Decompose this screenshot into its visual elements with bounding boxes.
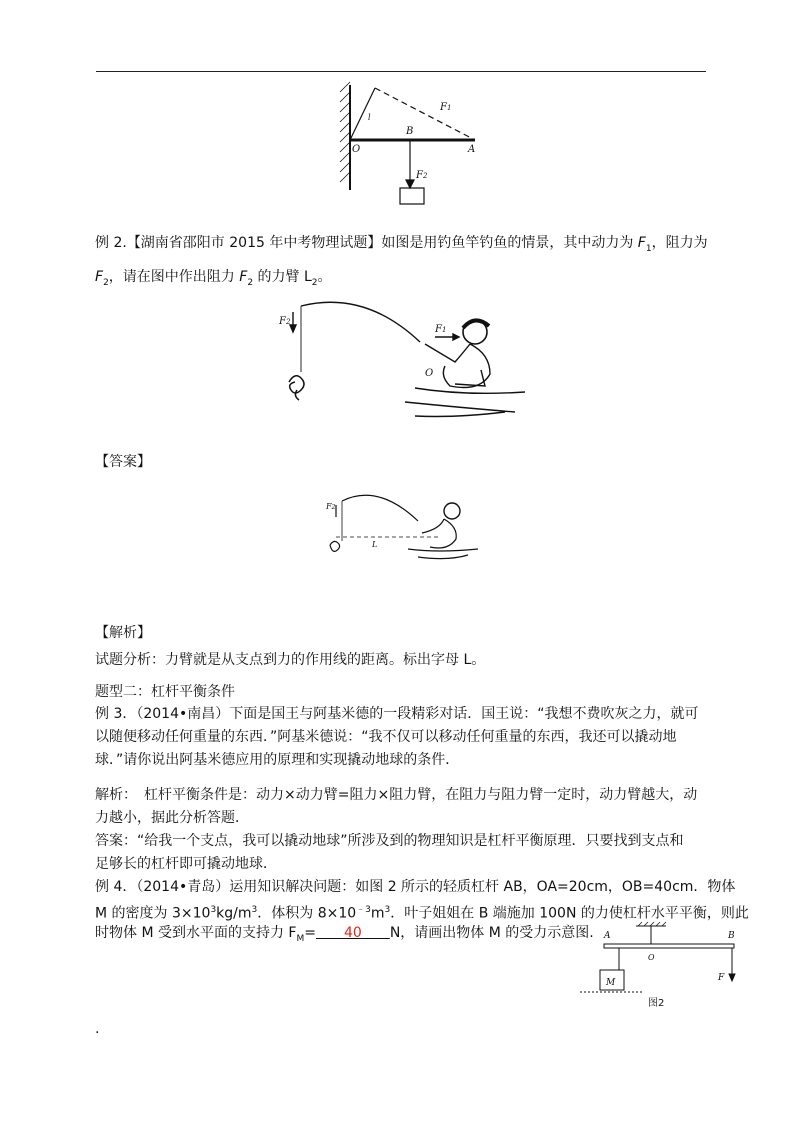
ex3-answer-line2: 足够长的杠杆即可撬动地球．	[95, 856, 277, 872]
fig2-label-O: O	[425, 368, 434, 379]
footer-dot: .	[95, 1021, 100, 1037]
ex4-line2: M 的密度为 $3\times 10^3kg/m^3$．体积为 $8\times 10^{﹣3}m^3$．叶子姐姐在 B 端施加 100N 的力使杠杆水平平衡，则此	[95, 905, 749, 922]
fig4-label-A: A	[604, 931, 611, 941]
fig4-label-B: B	[728, 931, 735, 941]
lever-diagram-2	[574, 920, 754, 1020]
label-F2: F2	[416, 170, 428, 181]
label-A: A	[468, 144, 476, 155]
ex2-line2: $F_2$，请在图中作出阻力 $F_2$ 的力臂 $L_2$。	[95, 269, 332, 288]
analysis-label: 【解析】	[95, 625, 151, 641]
fig4-label-O: O	[648, 953, 655, 962]
label-O: O	[352, 144, 361, 155]
fig2-label-F1: F1	[435, 324, 447, 335]
label-F1: F1	[440, 102, 452, 113]
label-B: B	[406, 126, 414, 137]
fig3-label-L: L	[372, 540, 378, 549]
analysis-text: 试题分析：力臂就是从支点到力的作用线的距离。标出字母 L。	[95, 652, 486, 668]
answer-label: 【答案】	[95, 454, 151, 470]
fig4-label-M: M	[606, 978, 616, 988]
ex4-line3: 时物体 M 受到水平面的支持力 $F_M=$ 40 N，请画出物体 M 的受力示意图.	[95, 925, 594, 944]
ex3-analysis-line1: 解析： 杠杆平衡条件是：动力×动力臂=阻力×阻力臂，在阻力与阻力臂一定时，动力臂越大，动	[95, 787, 698, 803]
fig4-label-F: F	[718, 973, 725, 983]
ex3-answer-line1: 答案：“给我一个支点，我可以撬动地球”所涉及到的物理知识是杠杆平衡原理．只要找到支点和	[95, 833, 684, 849]
ex3-analysis-line2: 力越小，据此分析答题．	[95, 810, 249, 826]
fig3-label-F2: F2	[326, 502, 336, 511]
ex3-line1: 例 3．（2014•南昌）下面是国王与阿基米德的一段精彩对话．国王说：“我想不费吹灰之力，就可	[95, 706, 699, 722]
fig4-caption: 图2	[648, 998, 665, 1009]
lever-diagram-1	[330, 80, 490, 215]
ex3-line2: 以随便移动任何重量的东西．”阿基米德说：“我不仅可以移动任何重量的东西，我还可以撬动地	[95, 729, 677, 745]
answer-figure	[318, 487, 478, 582]
header-rule	[96, 71, 706, 72]
ex4-line1: 例 4．（2014•青岛）运用知识解决问题：如图 2 所示的轻质杠杆 AB，OA=20cm，OB=40cm．物体	[95, 879, 736, 895]
ex2-line1: 例 2.【湖南省邵阳市 2015 年中考物理试题】如图是用钓鱼竿钓鱼的情景，其中动力为 $F_1$，阻力为	[95, 235, 708, 254]
ex3-line3: 球．”请你说出阿基米德应用的原理和实现撬动地球的条件．	[95, 752, 460, 768]
label-l: l	[368, 113, 371, 122]
fishing-figure	[265, 292, 525, 420]
ex4-answer-value: 40	[343, 925, 362, 941]
type2-title: 题型二：杠杆平衡条件	[95, 684, 235, 700]
fig2-label-F2: F2	[279, 316, 291, 327]
